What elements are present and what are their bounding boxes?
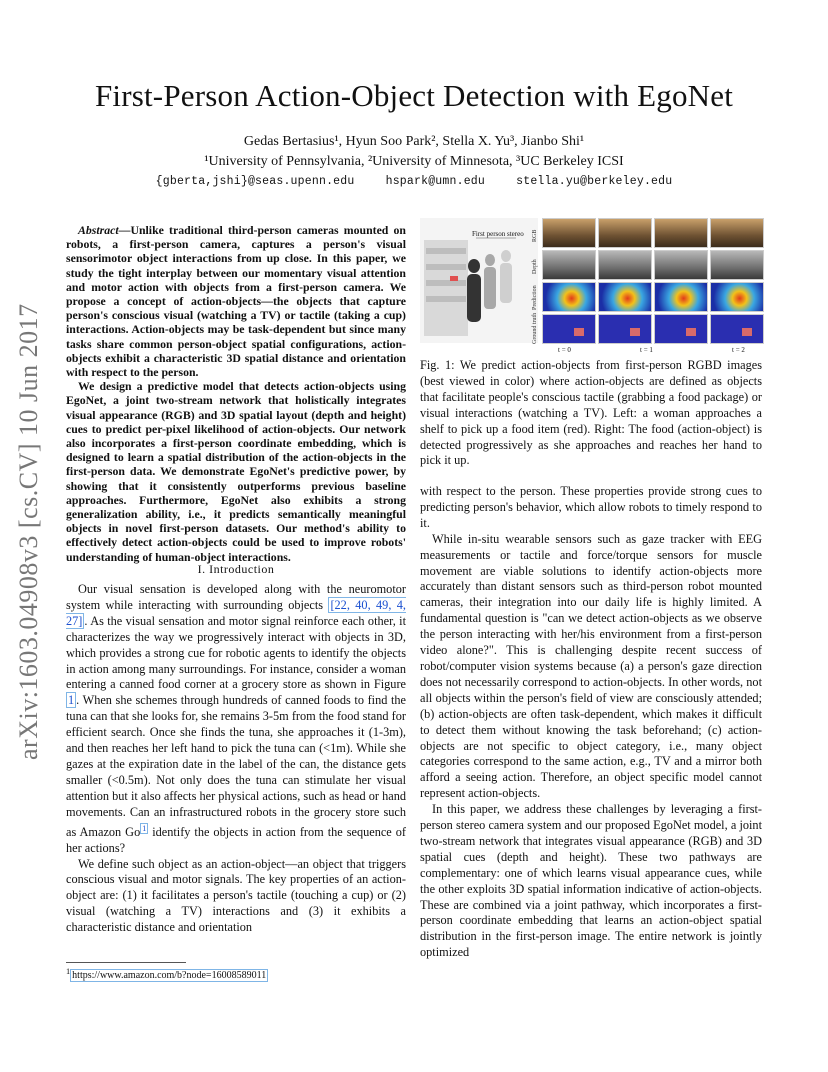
authors: Gedas Bertasius¹, Hyun Soo Park², Stella X. Yu³, Jianbo Shi¹ [243, 134, 585, 149]
pred-t0 [542, 282, 596, 312]
introduction [66, 582, 406, 936]
scene-illustration [420, 218, 538, 343]
pred-t2 [710, 282, 764, 312]
emails [0, 175, 828, 188]
footnote-url-link[interactable]: https://www.amazon.com/b?node=16008589011 [72, 970, 267, 982]
email-2: hspark@umn.edu [385, 175, 486, 188]
time-label-0: t = 0 [558, 346, 571, 354]
abstract-p1: —Unlike traditional third-person cameras mounted on robots, a first-person camera, captures a person's visual sensorimotor object interactions from up close. In this paper, we study the tight interplay between our momentary visual attention and motor action with objects from a first-person camera. We propose a concept of action-objects—the objects that capture person's conscious visual (watching a TV) or tactile (taking a cup) interactions. Action-objects may be task-dependent but since many tasks share common person-object spatial configurations, action-objects exhibit a characteristic 3D spatial distance and orientation with respect to the person. [66, 223, 406, 380]
right-p1: While in-situ wearable sensors such as gaze tracker with EEG measurements or tactile and force/torque sensors for muscle movement are viable solutions to identify action-objects more accurately than distant sensors such as third-person robot mounted cameras, their integration into our daily life is highly limited. A fundamental question is "can we detect action-objects as we observe the person interacting with her/his environment from a first-person video alone?". This is challenging despite recent success of robot/computer vision systems because (a) a person's gaze direction does not necessarily correspond to action-objects. In other words, not all objects within the person's field of view are consciously attended; (b) action-objects are often task-dependent, which makes it difficult to detect them without knowing the task beforehand; (c) action-objects are not specific to object category, i.e., many object categories correspond to the same action, e.g., TV and a mirror both afford a seeing action. Therefore, an object specific model cannot represent action-objects. [420, 531, 762, 801]
email-3: stella.yu@berkeley.edu [516, 175, 673, 188]
scene-label: First person stereo [472, 230, 524, 238]
row-label-prediction: Prediction [532, 285, 538, 310]
abstract [66, 223, 406, 564]
rgb-t0 [542, 218, 596, 248]
gt-t0 [542, 314, 596, 344]
pred-t1 [598, 282, 652, 312]
paper-title: First-Person Action-Object Detection with EgoNet [94, 78, 734, 113]
rgb-t2 [710, 218, 764, 248]
intro-text: . As the visual sensation and motor signal reinforce each other, it characterizes the way we progressively interact with objects in 3D, which provides a strong cue for robotic agents to identify the objects in action among many surroundings. For instance, consider a woman entering a canned food corner at a grocery store as shown in Figure [66, 613, 406, 692]
citation-link[interactable]: [22, 40, 49, 4, 27] [66, 597, 406, 628]
row-label-depth: Depth [532, 259, 538, 274]
arxiv-stamp: arXiv:1603.04908v3 [cs.CV] 10 Jun 2017 [14, 303, 43, 760]
gt-t1 [598, 314, 652, 344]
figure-caption [420, 358, 762, 469]
figure-link[interactable]: 1 [68, 693, 75, 708]
row-label-ground-truth: Ground truth [532, 312, 538, 344]
intro-text: identify the objects in action from the sequence of her actions? [66, 824, 406, 855]
section-heading: I. Introduction [197, 562, 275, 576]
footnote [66, 967, 268, 981]
figure-1 [420, 218, 762, 356]
rgb-t1b [654, 218, 708, 248]
abstract-p2: We design a predictive model that detects action-objects using EgoNet, a joint two-stream network that holistically integrates visual appearance (RGB) and 3D spatial layout (depth and height) cues to predict per-pixel likelihood of action-objects. Our network also incorporates a first-person coordinate embedding, which is designed to learn a spatial distribution of the action-objects in the first-person data. We demonstrate EgoNet's predictive power, by showing that it consistently outperforms previous baseline approaches. Furthermore, EgoNet also exhibits a strong generalization ability, i.e., it predicts semantically meaningful objects in novel first-person datasets. Our method's ability to effectively detect action-objects could be used to improve robots' understanding of human-object interactions. [66, 379, 406, 564]
footnote-link[interactable]: 1 [142, 823, 147, 833]
intro-p2: We define such object as an action-object—an object that triggers conscious visual and motor signals. The key properties of an action-object are: (1) it facilitates a person's tactile (touching a cup) or (2) visual (watching a TV) interactions and (3) it exhibits a characteristic distance and orientation [66, 856, 406, 935]
gt-t2 [710, 314, 764, 344]
intro-text: . When she schemes through hundreds of canned foods to find the tuna can that she looks for, she remains 3-5m from the food stand for efficient search. Once she finds the tuna, she approaches it (1-3m), and then reaches her left hand to pick the tuna can (<1m). While she gazes at the expiration date in the label of the can, the distance gets smaller (<0.5m). Not only does the tuna can stimulate her visual attention but it also affects her physical actions, such as head or hand movements. Can an infrastructured robots in the grocery store such as Amazon Go [66, 693, 406, 839]
time-label-2: t = 2 [732, 346, 745, 354]
footnote-rule [66, 962, 186, 963]
depth-t1 [598, 250, 652, 280]
gt-t1b [654, 314, 708, 344]
footnote-mark: 1 [66, 967, 71, 976]
intro-text: Our visual sensation is developed along with the neuromotor system while interacting with surrounding objects [66, 582, 406, 612]
affiliations: ¹University of Pennsylvania, ²University of Minnesota, ³UC Berkeley ICSI [204, 154, 624, 169]
right-p2: In this paper, we address these challenges by leveraging a first-person stereo camera system and our proposed EgoNet model, a joint two-stream network that integrates visual appearance (RGB) and 3D spatial cues (depth and height). These two pathways are complementary: one of which learns visual appearance cues, while the other exploits 3D spatial information indicative of action-objects. These are combined via a joint pathway, which incorporates a first-person coordinate embedding that learns an action-object spatial distribution in the first-person image. The entire network is jointly optimized [420, 802, 762, 960]
abstract-lead: Abstract [78, 223, 119, 237]
right-p0: with respect to the person. These properties provide strong cues to predicting person's behavior, which allow robots to timely respond to it. [420, 484, 762, 530]
rgb-t1 [598, 218, 652, 248]
depth-t1b [654, 250, 708, 280]
caption-text: Fig. 1: We predict action-objects from first-person RGBD images (best viewed in color) where action-objects are defined as objects that facilitate people's conscious tactile (grabbing a food package) or visual interactions (watching a TV). Left: a woman approaches a shelf to pick up a food item (red). Right: The food (action-object) is detected progressively as she approaches and reaches her hand to pick it up. [420, 358, 762, 468]
pred-t1b [654, 282, 708, 312]
row-label-rgb: RGB [532, 229, 538, 242]
time-label-1: t = 1 [640, 346, 653, 354]
depth-t0 [542, 250, 596, 280]
email-1: {gberta,jshi}@seas.upenn.edu [155, 175, 355, 188]
right-column-body [420, 484, 762, 961]
depth-t2 [710, 250, 764, 280]
